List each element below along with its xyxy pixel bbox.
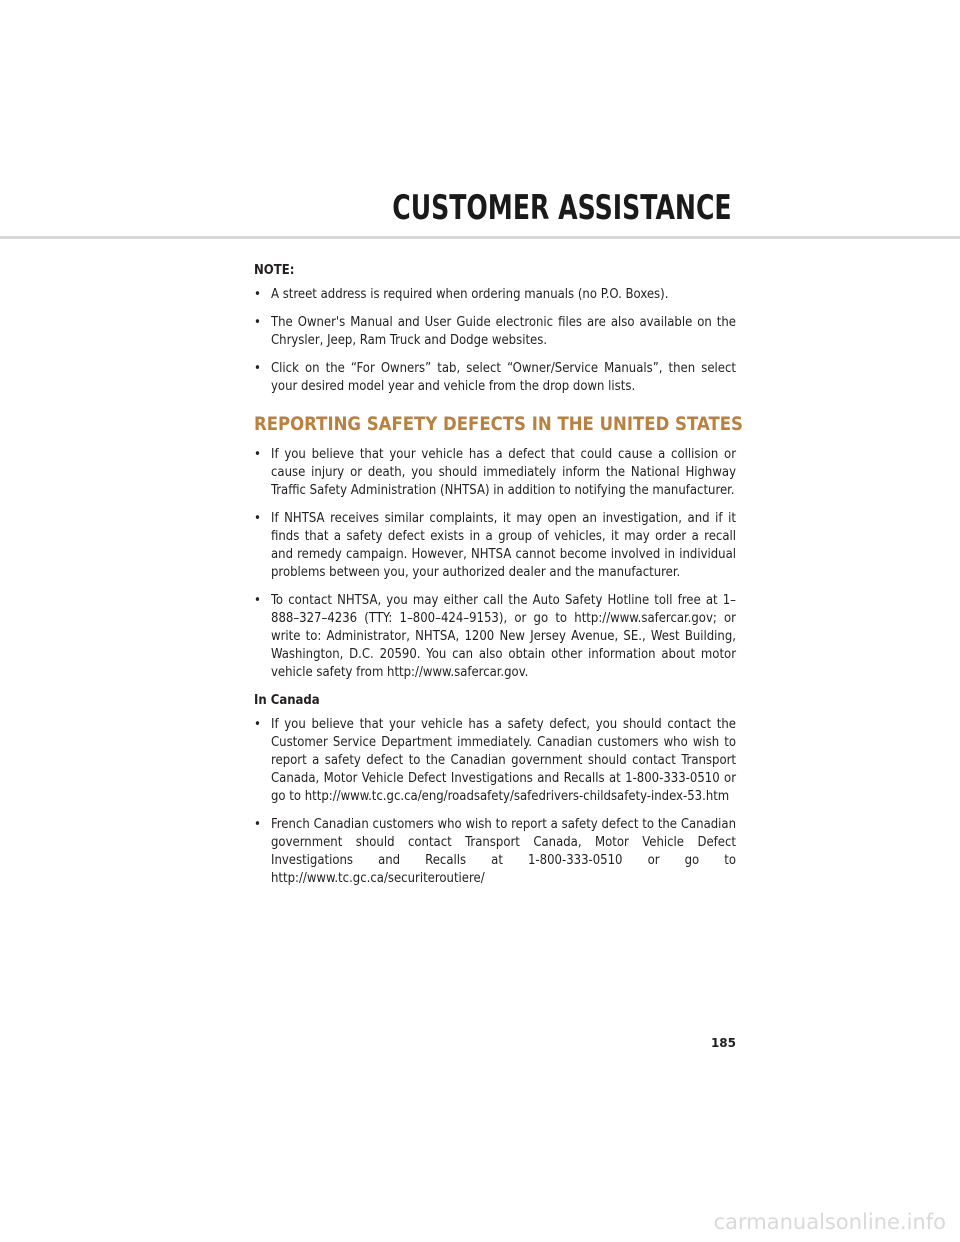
note-item bbox=[254, 286, 736, 304]
canada-section-item bbox=[254, 816, 736, 888]
note-list bbox=[254, 286, 736, 396]
canada-section-item-text: If you believe that your vehicle has a safety defect, you should contact the Customer Service Department immediately. Canadian customers who wish to report a safety defect to the Canadian government should contact Transport Canada, Motor Vehicle Defect Investigations and Recalls at 1-800-333-0510 or go to http://www.tc.gc.ca/eng/roadsafety/safedrivers-childsafety-index-53.htm bbox=[271, 717, 736, 804]
page-header bbox=[0, 0, 960, 240]
us-section-item bbox=[254, 592, 736, 682]
bullet-icon: • bbox=[254, 817, 261, 832]
bullet-icon: • bbox=[254, 511, 261, 526]
section-title: CUSTOMER ASSISTANCE bbox=[392, 188, 732, 228]
bullet-icon: • bbox=[254, 361, 261, 376]
note-item-text: Click on the “For Owners” tab, select “Owner/Service Manuals”, then select your desired model year and vehicle from the drop down lists. bbox=[271, 361, 736, 394]
us-section-item-text: To contact NHTSA, you may either call the Auto Safety Hotline toll free at 1–888–327–4236 (TTY: 1–800–424–9153), or go to http://www.safercar.gov; or write to: Administrator, NHTSA, 1200 New Jersey Avenue, SE., West Building, Washington, D.C. 20590. You can also obtain other information about motor vehicle safety from http://www.safercar.gov. bbox=[271, 593, 736, 680]
bullet-icon: • bbox=[254, 287, 261, 302]
note-item-text: A street address is required when ordering manuals (no P.O. Boxes). bbox=[271, 287, 669, 302]
canada-section-item-text: French Canadian customers who wish to report a safety defect to the Canadian government should contact Transport Canada, Motor Vehicle Defect Investigations and Recalls at 1-800-333-0510 or go to http://www.tc.gc.ca/securiteroutiere/ bbox=[271, 817, 736, 886]
note-item bbox=[254, 314, 736, 350]
us-section-heading: REPORTING SAFETY DEFECTS IN THE UNITED STATES bbox=[254, 413, 743, 435]
us-section-item bbox=[254, 510, 736, 582]
us-section-item-text: If you believe that your vehicle has a defect that could cause a collision or cause injury or death, you should immediately inform the National Highway Traffic Safety Administration (NHTSA) in addition to notifying the manufacturer. bbox=[271, 447, 736, 498]
canada-section-heading: In Canada bbox=[254, 693, 320, 708]
bullet-icon: • bbox=[254, 593, 261, 608]
canada-section-item bbox=[254, 716, 736, 806]
note-item bbox=[254, 360, 736, 396]
bullet-icon: • bbox=[254, 447, 261, 462]
bullet-icon: • bbox=[254, 315, 261, 330]
note-label: NOTE: bbox=[254, 263, 295, 278]
canada-section-list bbox=[254, 716, 736, 888]
us-section-list bbox=[254, 446, 736, 682]
header-rule bbox=[0, 236, 960, 239]
page-content bbox=[254, 262, 743, 898]
page-number: 185 bbox=[710, 1036, 736, 1050]
watermark: carmanualsonline.info bbox=[713, 1210, 946, 1234]
us-section-item-text: If NHTSA receives similar complaints, it may open an investigation, and if it finds that a safety defect exists in a group of vehicles, it may order a recall and remedy campaign. However, NHTSA cannot become involved in individual problems between you, your authorized dealer and the manufacturer. bbox=[271, 511, 736, 580]
bullet-icon: • bbox=[254, 717, 261, 732]
note-item-text: The Owner's Manual and User Guide electronic files are also available on the Chrysler, Jeep, Ram Truck and Dodge websites. bbox=[271, 315, 736, 348]
us-section-item bbox=[254, 446, 736, 500]
